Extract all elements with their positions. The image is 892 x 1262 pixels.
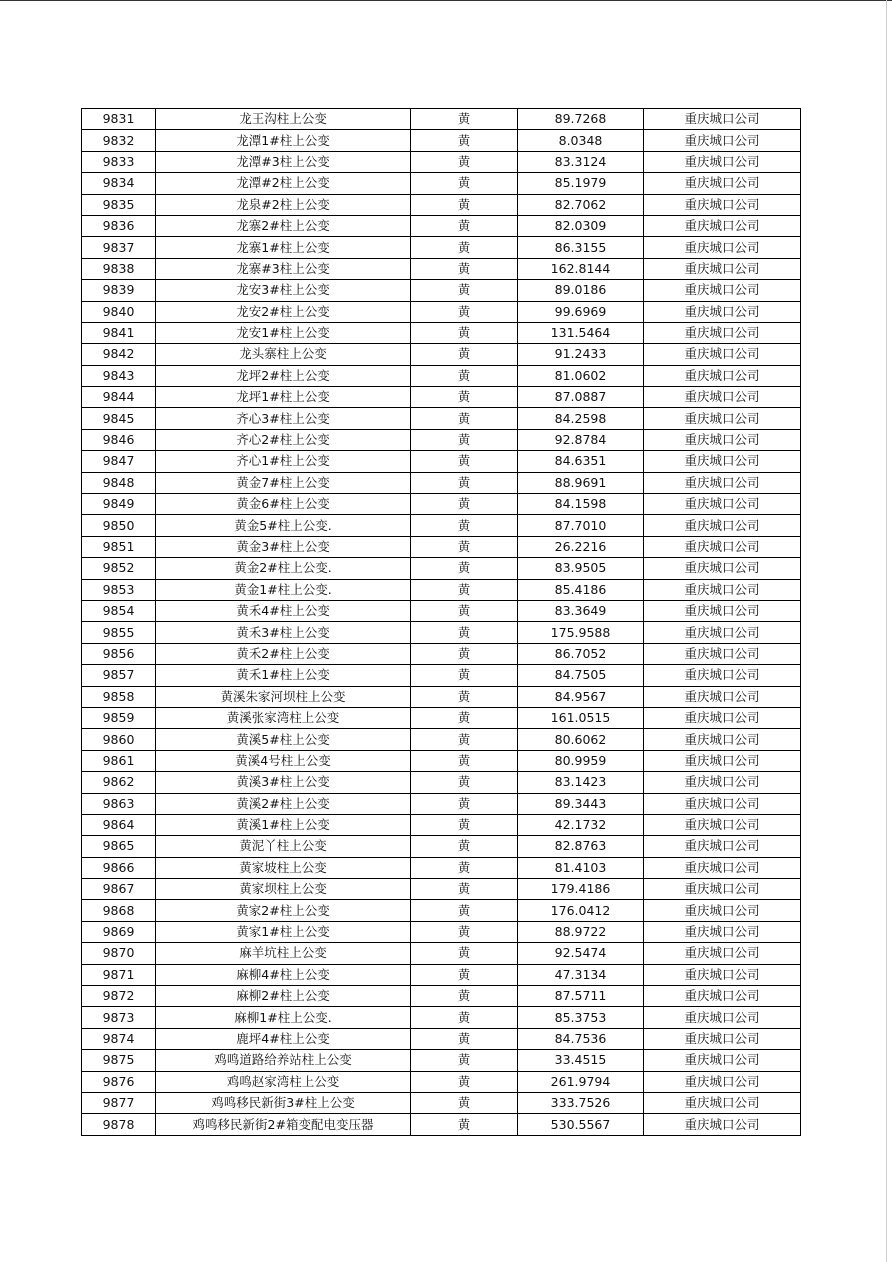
company-cell: 重庆城口公司 — [644, 665, 801, 686]
table-row — [82, 451, 801, 472]
table-row — [82, 750, 801, 771]
company-cell: 重庆城口公司 — [644, 387, 801, 408]
table-row — [82, 151, 801, 172]
table-row — [82, 622, 801, 643]
load-value-cell: 83.3649 — [518, 600, 644, 621]
load-value-cell: 85.1979 — [518, 173, 644, 194]
transformer-name-cell: 龙寨1#柱上公变 — [156, 237, 411, 258]
load-value-cell: 131.5464 — [518, 322, 644, 343]
load-value-cell: 84.7505 — [518, 665, 644, 686]
transformer-name-cell: 龙坪1#柱上公变 — [156, 387, 411, 408]
row-number-cell: 9878 — [82, 1114, 156, 1135]
row-number-cell: 9835 — [82, 194, 156, 215]
warning-level-cell: 黄 — [411, 130, 518, 151]
row-number-cell: 9852 — [82, 558, 156, 579]
row-number-cell: 9843 — [82, 365, 156, 386]
transformer-name-cell: 齐心3#柱上公变 — [156, 408, 411, 429]
company-cell: 重庆城口公司 — [644, 344, 801, 365]
row-number-cell: 9855 — [82, 622, 156, 643]
warning-level-cell: 黄 — [411, 1007, 518, 1028]
row-number-cell: 9846 — [82, 429, 156, 450]
warning-level-cell: 黄 — [411, 1028, 518, 1049]
table-row — [82, 365, 801, 386]
load-value-cell: 179.4186 — [518, 879, 644, 900]
load-value-cell: 92.5474 — [518, 943, 644, 964]
load-value-cell: 83.3124 — [518, 151, 644, 172]
transformer-name-cell: 龙寨#3柱上公变 — [156, 258, 411, 279]
company-cell: 重庆城口公司 — [644, 814, 801, 835]
warning-level-cell: 黄 — [411, 258, 518, 279]
table-row — [82, 515, 801, 536]
warning-level-cell: 黄 — [411, 215, 518, 236]
warning-level-cell: 黄 — [411, 301, 518, 322]
company-cell: 重庆城口公司 — [644, 793, 801, 814]
load-value-cell: 87.0887 — [518, 387, 644, 408]
warning-level-cell: 黄 — [411, 194, 518, 215]
warning-level-cell: 黄 — [411, 151, 518, 172]
table-row — [82, 280, 801, 301]
warning-level-cell: 黄 — [411, 1071, 518, 1092]
load-value-cell: 82.7062 — [518, 194, 644, 215]
table-row — [82, 1050, 801, 1071]
load-value-cell: 84.7536 — [518, 1028, 644, 1049]
row-number-cell: 9853 — [82, 579, 156, 600]
load-value-cell: 333.7526 — [518, 1092, 644, 1113]
row-number-cell: 9866 — [82, 857, 156, 878]
transformer-name-cell: 麻柳4#柱上公变 — [156, 964, 411, 985]
transformer-name-cell: 麻羊坑柱上公变 — [156, 943, 411, 964]
table-row — [82, 301, 801, 322]
transformer-name-cell: 黄家1#柱上公变 — [156, 921, 411, 942]
table-row — [82, 793, 801, 814]
table-row — [82, 643, 801, 664]
row-number-cell: 9842 — [82, 344, 156, 365]
company-cell: 重庆城口公司 — [644, 429, 801, 450]
load-value-cell: 81.4103 — [518, 857, 644, 878]
table-row — [82, 194, 801, 215]
warning-level-cell: 黄 — [411, 600, 518, 621]
row-number-cell: 9864 — [82, 814, 156, 835]
transformer-name-cell: 黄家2#柱上公变 — [156, 900, 411, 921]
transformer-name-cell: 龙安1#柱上公变 — [156, 322, 411, 343]
transformer-name-cell: 黄溪4号柱上公变 — [156, 750, 411, 771]
transformer-name-cell: 黄溪3#柱上公变 — [156, 772, 411, 793]
table-row — [82, 921, 801, 942]
table-row — [82, 429, 801, 450]
transformer-name-cell: 齐心2#柱上公变 — [156, 429, 411, 450]
transformer-name-cell: 黄溪2#柱上公变 — [156, 793, 411, 814]
load-value-cell: 84.9567 — [518, 686, 644, 707]
company-cell: 重庆城口公司 — [644, 215, 801, 236]
company-cell: 重庆城口公司 — [644, 280, 801, 301]
table-row — [82, 536, 801, 557]
table-row — [82, 665, 801, 686]
table-body — [82, 109, 801, 1136]
company-cell: 重庆城口公司 — [644, 1071, 801, 1092]
row-number-cell: 9871 — [82, 964, 156, 985]
warning-level-cell: 黄 — [411, 237, 518, 258]
warning-level-cell: 黄 — [411, 729, 518, 750]
load-value-cell: 80.6062 — [518, 729, 644, 750]
row-number-cell: 9867 — [82, 879, 156, 900]
transformer-name-cell: 黄家坡柱上公变 — [156, 857, 411, 878]
warning-level-cell: 黄 — [411, 536, 518, 557]
transformer-name-cell: 龙潭#3柱上公变 — [156, 151, 411, 172]
warning-level-cell: 黄 — [411, 408, 518, 429]
warning-level-cell: 黄 — [411, 921, 518, 942]
transformer-name-cell: 鸡鸣移民新街2#箱变配电变压器 — [156, 1114, 411, 1135]
company-cell: 重庆城口公司 — [644, 1114, 801, 1135]
row-number-cell: 9847 — [82, 451, 156, 472]
transformer-name-cell: 黄金3#柱上公变 — [156, 536, 411, 557]
warning-level-cell: 黄 — [411, 964, 518, 985]
load-value-cell: 89.3443 — [518, 793, 644, 814]
load-value-cell: 83.1423 — [518, 772, 644, 793]
row-number-cell: 9850 — [82, 515, 156, 536]
warning-level-cell: 黄 — [411, 814, 518, 835]
company-cell: 重庆城口公司 — [644, 750, 801, 771]
row-number-cell: 9872 — [82, 986, 156, 1007]
table-row — [82, 579, 801, 600]
table-row — [82, 1071, 801, 1092]
company-cell: 重庆城口公司 — [644, 1050, 801, 1071]
load-value-cell: 85.4186 — [518, 579, 644, 600]
company-cell: 重庆城口公司 — [644, 151, 801, 172]
table-row — [82, 408, 801, 429]
load-value-cell: 261.9794 — [518, 1071, 644, 1092]
company-cell: 重庆城口公司 — [644, 857, 801, 878]
table-row — [82, 237, 801, 258]
load-value-cell: 33.4515 — [518, 1050, 644, 1071]
warning-level-cell: 黄 — [411, 429, 518, 450]
load-value-cell: 92.8784 — [518, 429, 644, 450]
row-number-cell: 9831 — [82, 109, 156, 130]
transformer-name-cell: 黄禾1#柱上公变 — [156, 665, 411, 686]
row-number-cell: 9868 — [82, 900, 156, 921]
transformer-name-cell: 黄禾3#柱上公变 — [156, 622, 411, 643]
row-number-cell: 9841 — [82, 322, 156, 343]
load-value-cell: 82.0309 — [518, 215, 644, 236]
transformer-name-cell: 黄泥丫柱上公变 — [156, 836, 411, 857]
company-cell: 重庆城口公司 — [644, 472, 801, 493]
warning-level-cell: 黄 — [411, 1092, 518, 1113]
warning-level-cell: 黄 — [411, 750, 518, 771]
transformer-name-cell: 黄溪朱家河坝柱上公变 — [156, 686, 411, 707]
warning-level-cell: 黄 — [411, 622, 518, 643]
load-value-cell: 176.0412 — [518, 900, 644, 921]
load-value-cell: 88.9722 — [518, 921, 644, 942]
transformer-name-cell: 黄金7#柱上公变 — [156, 472, 411, 493]
table-row — [82, 1007, 801, 1028]
warning-level-cell: 黄 — [411, 879, 518, 900]
company-cell: 重庆城口公司 — [644, 194, 801, 215]
load-value-cell: 161.0515 — [518, 707, 644, 728]
table-row — [82, 472, 801, 493]
transformer-name-cell: 黄家坝柱上公变 — [156, 879, 411, 900]
row-number-cell: 9876 — [82, 1071, 156, 1092]
row-number-cell: 9865 — [82, 836, 156, 857]
table-row — [82, 814, 801, 835]
table-row — [82, 900, 801, 921]
company-cell: 重庆城口公司 — [644, 879, 801, 900]
transformer-name-cell: 黄溪5#柱上公变 — [156, 729, 411, 750]
company-cell: 重庆城口公司 — [644, 130, 801, 151]
transformer-name-cell: 鹿坪4#柱上公变 — [156, 1028, 411, 1049]
row-number-cell: 9856 — [82, 643, 156, 664]
warning-level-cell: 黄 — [411, 387, 518, 408]
row-number-cell: 9858 — [82, 686, 156, 707]
page-right-edge — [886, 0, 887, 1262]
load-value-cell: 84.6351 — [518, 451, 644, 472]
transformer-name-cell: 黄金6#柱上公变 — [156, 494, 411, 515]
company-cell: 重庆城口公司 — [644, 643, 801, 664]
load-value-cell: 175.9588 — [518, 622, 644, 643]
company-cell: 重庆城口公司 — [644, 558, 801, 579]
company-cell: 重庆城口公司 — [644, 1007, 801, 1028]
warning-level-cell: 黄 — [411, 1050, 518, 1071]
warning-level-cell: 黄 — [411, 344, 518, 365]
transformer-name-cell: 龙安2#柱上公变 — [156, 301, 411, 322]
row-number-cell: 9875 — [82, 1050, 156, 1071]
company-cell: 重庆城口公司 — [644, 964, 801, 985]
load-value-cell: 85.3753 — [518, 1007, 644, 1028]
transformer-name-cell: 黄金5#柱上公变. — [156, 515, 411, 536]
transformer-name-cell: 鸡鸣道路给养站柱上公变 — [156, 1050, 411, 1071]
warning-level-cell: 黄 — [411, 665, 518, 686]
row-number-cell: 9832 — [82, 130, 156, 151]
load-value-cell: 81.0602 — [518, 365, 644, 386]
row-number-cell: 9873 — [82, 1007, 156, 1028]
row-number-cell: 9848 — [82, 472, 156, 493]
row-number-cell: 9859 — [82, 707, 156, 728]
transformer-name-cell: 齐心1#柱上公变 — [156, 451, 411, 472]
company-cell: 重庆城口公司 — [644, 237, 801, 258]
row-number-cell: 9857 — [82, 665, 156, 686]
table-row — [82, 964, 801, 985]
warning-level-cell: 黄 — [411, 451, 518, 472]
warning-level-cell: 黄 — [411, 109, 518, 130]
row-number-cell: 9833 — [82, 151, 156, 172]
row-number-cell: 9861 — [82, 750, 156, 771]
table-row — [82, 686, 801, 707]
load-value-cell: 80.9959 — [518, 750, 644, 771]
row-number-cell: 9869 — [82, 921, 156, 942]
company-cell: 重庆城口公司 — [644, 515, 801, 536]
row-number-cell: 9834 — [82, 173, 156, 194]
warning-level-cell: 黄 — [411, 857, 518, 878]
row-number-cell: 9862 — [82, 772, 156, 793]
warning-level-cell: 黄 — [411, 365, 518, 386]
warning-level-cell: 黄 — [411, 900, 518, 921]
table-row — [82, 494, 801, 515]
load-value-cell: 84.1598 — [518, 494, 644, 515]
table-row — [82, 1092, 801, 1113]
transformer-name-cell: 龙寨2#柱上公变 — [156, 215, 411, 236]
company-cell: 重庆城口公司 — [644, 322, 801, 343]
transformer-name-cell: 龙潭1#柱上公变 — [156, 130, 411, 151]
load-value-cell: 87.7010 — [518, 515, 644, 536]
company-cell: 重庆城口公司 — [644, 900, 801, 921]
company-cell: 重庆城口公司 — [644, 451, 801, 472]
load-value-cell: 162.8144 — [518, 258, 644, 279]
company-cell: 重庆城口公司 — [644, 943, 801, 964]
load-value-cell: 530.5567 — [518, 1114, 644, 1135]
table-row — [82, 836, 801, 857]
warning-level-cell: 黄 — [411, 558, 518, 579]
warning-level-cell: 黄 — [411, 280, 518, 301]
warning-level-cell: 黄 — [411, 494, 518, 515]
row-number-cell: 9836 — [82, 215, 156, 236]
table-row — [82, 879, 801, 900]
company-cell: 重庆城口公司 — [644, 686, 801, 707]
transformer-name-cell: 黄禾2#柱上公变 — [156, 643, 411, 664]
transformer-name-cell: 龙头寨柱上公变 — [156, 344, 411, 365]
warning-level-cell: 黄 — [411, 836, 518, 857]
table-row — [82, 943, 801, 964]
row-number-cell: 9874 — [82, 1028, 156, 1049]
load-value-cell: 42.1732 — [518, 814, 644, 835]
table-row — [82, 258, 801, 279]
warning-level-cell: 黄 — [411, 943, 518, 964]
company-cell: 重庆城口公司 — [644, 173, 801, 194]
row-number-cell: 9863 — [82, 793, 156, 814]
company-cell: 重庆城口公司 — [644, 1028, 801, 1049]
table-row — [82, 387, 801, 408]
table-row — [82, 1028, 801, 1049]
load-value-cell: 89.7268 — [518, 109, 644, 130]
warning-level-cell: 黄 — [411, 173, 518, 194]
company-cell: 重庆城口公司 — [644, 600, 801, 621]
row-number-cell: 9837 — [82, 237, 156, 258]
table-row — [82, 986, 801, 1007]
table-row — [82, 322, 801, 343]
transformer-name-cell: 鸡鸣赵家湾柱上公变 — [156, 1071, 411, 1092]
company-cell: 重庆城口公司 — [644, 408, 801, 429]
page-top-border — [0, 0, 892, 1]
table-row — [82, 857, 801, 878]
load-value-cell: 86.7052 — [518, 643, 644, 664]
company-cell: 重庆城口公司 — [644, 1092, 801, 1113]
load-value-cell: 83.9505 — [518, 558, 644, 579]
company-cell: 重庆城口公司 — [644, 258, 801, 279]
company-cell: 重庆城口公司 — [644, 707, 801, 728]
row-number-cell: 9877 — [82, 1092, 156, 1113]
transformer-name-cell: 黄溪1#柱上公变 — [156, 814, 411, 835]
company-cell: 重庆城口公司 — [644, 494, 801, 515]
company-cell: 重庆城口公司 — [644, 772, 801, 793]
transformer-name-cell: 麻柳1#柱上公变. — [156, 1007, 411, 1028]
row-number-cell: 9845 — [82, 408, 156, 429]
transformer-name-cell: 龙泉#2柱上公变 — [156, 194, 411, 215]
load-value-cell: 86.3155 — [518, 237, 644, 258]
warning-level-cell: 黄 — [411, 322, 518, 343]
company-cell: 重庆城口公司 — [644, 986, 801, 1007]
load-value-cell: 47.3134 — [518, 964, 644, 985]
company-cell: 重庆城口公司 — [644, 579, 801, 600]
row-number-cell: 9844 — [82, 387, 156, 408]
load-value-cell: 99.6969 — [518, 301, 644, 322]
warning-level-cell: 黄 — [411, 1114, 518, 1135]
warning-level-cell: 黄 — [411, 686, 518, 707]
row-number-cell: 9854 — [82, 600, 156, 621]
load-value-cell: 91.2433 — [518, 344, 644, 365]
load-value-cell: 89.0186 — [518, 280, 644, 301]
company-cell: 重庆城口公司 — [644, 301, 801, 322]
company-cell: 重庆城口公司 — [644, 109, 801, 130]
load-value-cell: 82.8763 — [518, 836, 644, 857]
table-row — [82, 558, 801, 579]
company-cell: 重庆城口公司 — [644, 622, 801, 643]
table-row — [82, 707, 801, 728]
row-number-cell: 9838 — [82, 258, 156, 279]
warning-level-cell: 黄 — [411, 515, 518, 536]
row-number-cell: 9860 — [82, 729, 156, 750]
warning-level-cell: 黄 — [411, 472, 518, 493]
transformer-name-cell: 鸡鸣移民新街3#柱上公变 — [156, 1092, 411, 1113]
table-row — [82, 344, 801, 365]
load-value-cell: 26.2216 — [518, 536, 644, 557]
transformer-name-cell: 龙王沟柱上公变 — [156, 109, 411, 130]
load-value-cell: 88.9691 — [518, 472, 644, 493]
table-row — [82, 215, 801, 236]
company-cell: 重庆城口公司 — [644, 536, 801, 557]
transformer-table — [81, 108, 801, 1136]
table-row — [82, 109, 801, 130]
table-row — [82, 772, 801, 793]
transformer-name-cell: 龙安3#柱上公变 — [156, 280, 411, 301]
row-number-cell: 9870 — [82, 943, 156, 964]
company-cell: 重庆城口公司 — [644, 836, 801, 857]
row-number-cell: 9849 — [82, 494, 156, 515]
warning-level-cell: 黄 — [411, 986, 518, 1007]
company-cell: 重庆城口公司 — [644, 729, 801, 750]
row-number-cell: 9851 — [82, 536, 156, 557]
transformer-name-cell: 龙潭#2柱上公变 — [156, 173, 411, 194]
warning-level-cell: 黄 — [411, 772, 518, 793]
load-value-cell: 8.0348 — [518, 130, 644, 151]
row-number-cell: 9839 — [82, 280, 156, 301]
company-cell: 重庆城口公司 — [644, 365, 801, 386]
warning-level-cell: 黄 — [411, 643, 518, 664]
table-row — [82, 729, 801, 750]
load-value-cell: 87.5711 — [518, 986, 644, 1007]
table-row — [82, 1114, 801, 1135]
row-number-cell: 9840 — [82, 301, 156, 322]
company-cell: 重庆城口公司 — [644, 921, 801, 942]
warning-level-cell: 黄 — [411, 579, 518, 600]
transformer-name-cell: 黄金1#柱上公变. — [156, 579, 411, 600]
table-row — [82, 173, 801, 194]
load-value-cell: 84.2598 — [518, 408, 644, 429]
warning-level-cell: 黄 — [411, 793, 518, 814]
transformer-name-cell: 黄金2#柱上公变. — [156, 558, 411, 579]
transformer-name-cell: 黄禾4#柱上公变 — [156, 600, 411, 621]
table-row — [82, 600, 801, 621]
transformer-name-cell: 龙坪2#柱上公变 — [156, 365, 411, 386]
table-row — [82, 130, 801, 151]
warning-level-cell: 黄 — [411, 707, 518, 728]
transformer-name-cell: 黄溪张家湾柱上公变 — [156, 707, 411, 728]
transformer-name-cell: 麻柳2#柱上公变 — [156, 986, 411, 1007]
